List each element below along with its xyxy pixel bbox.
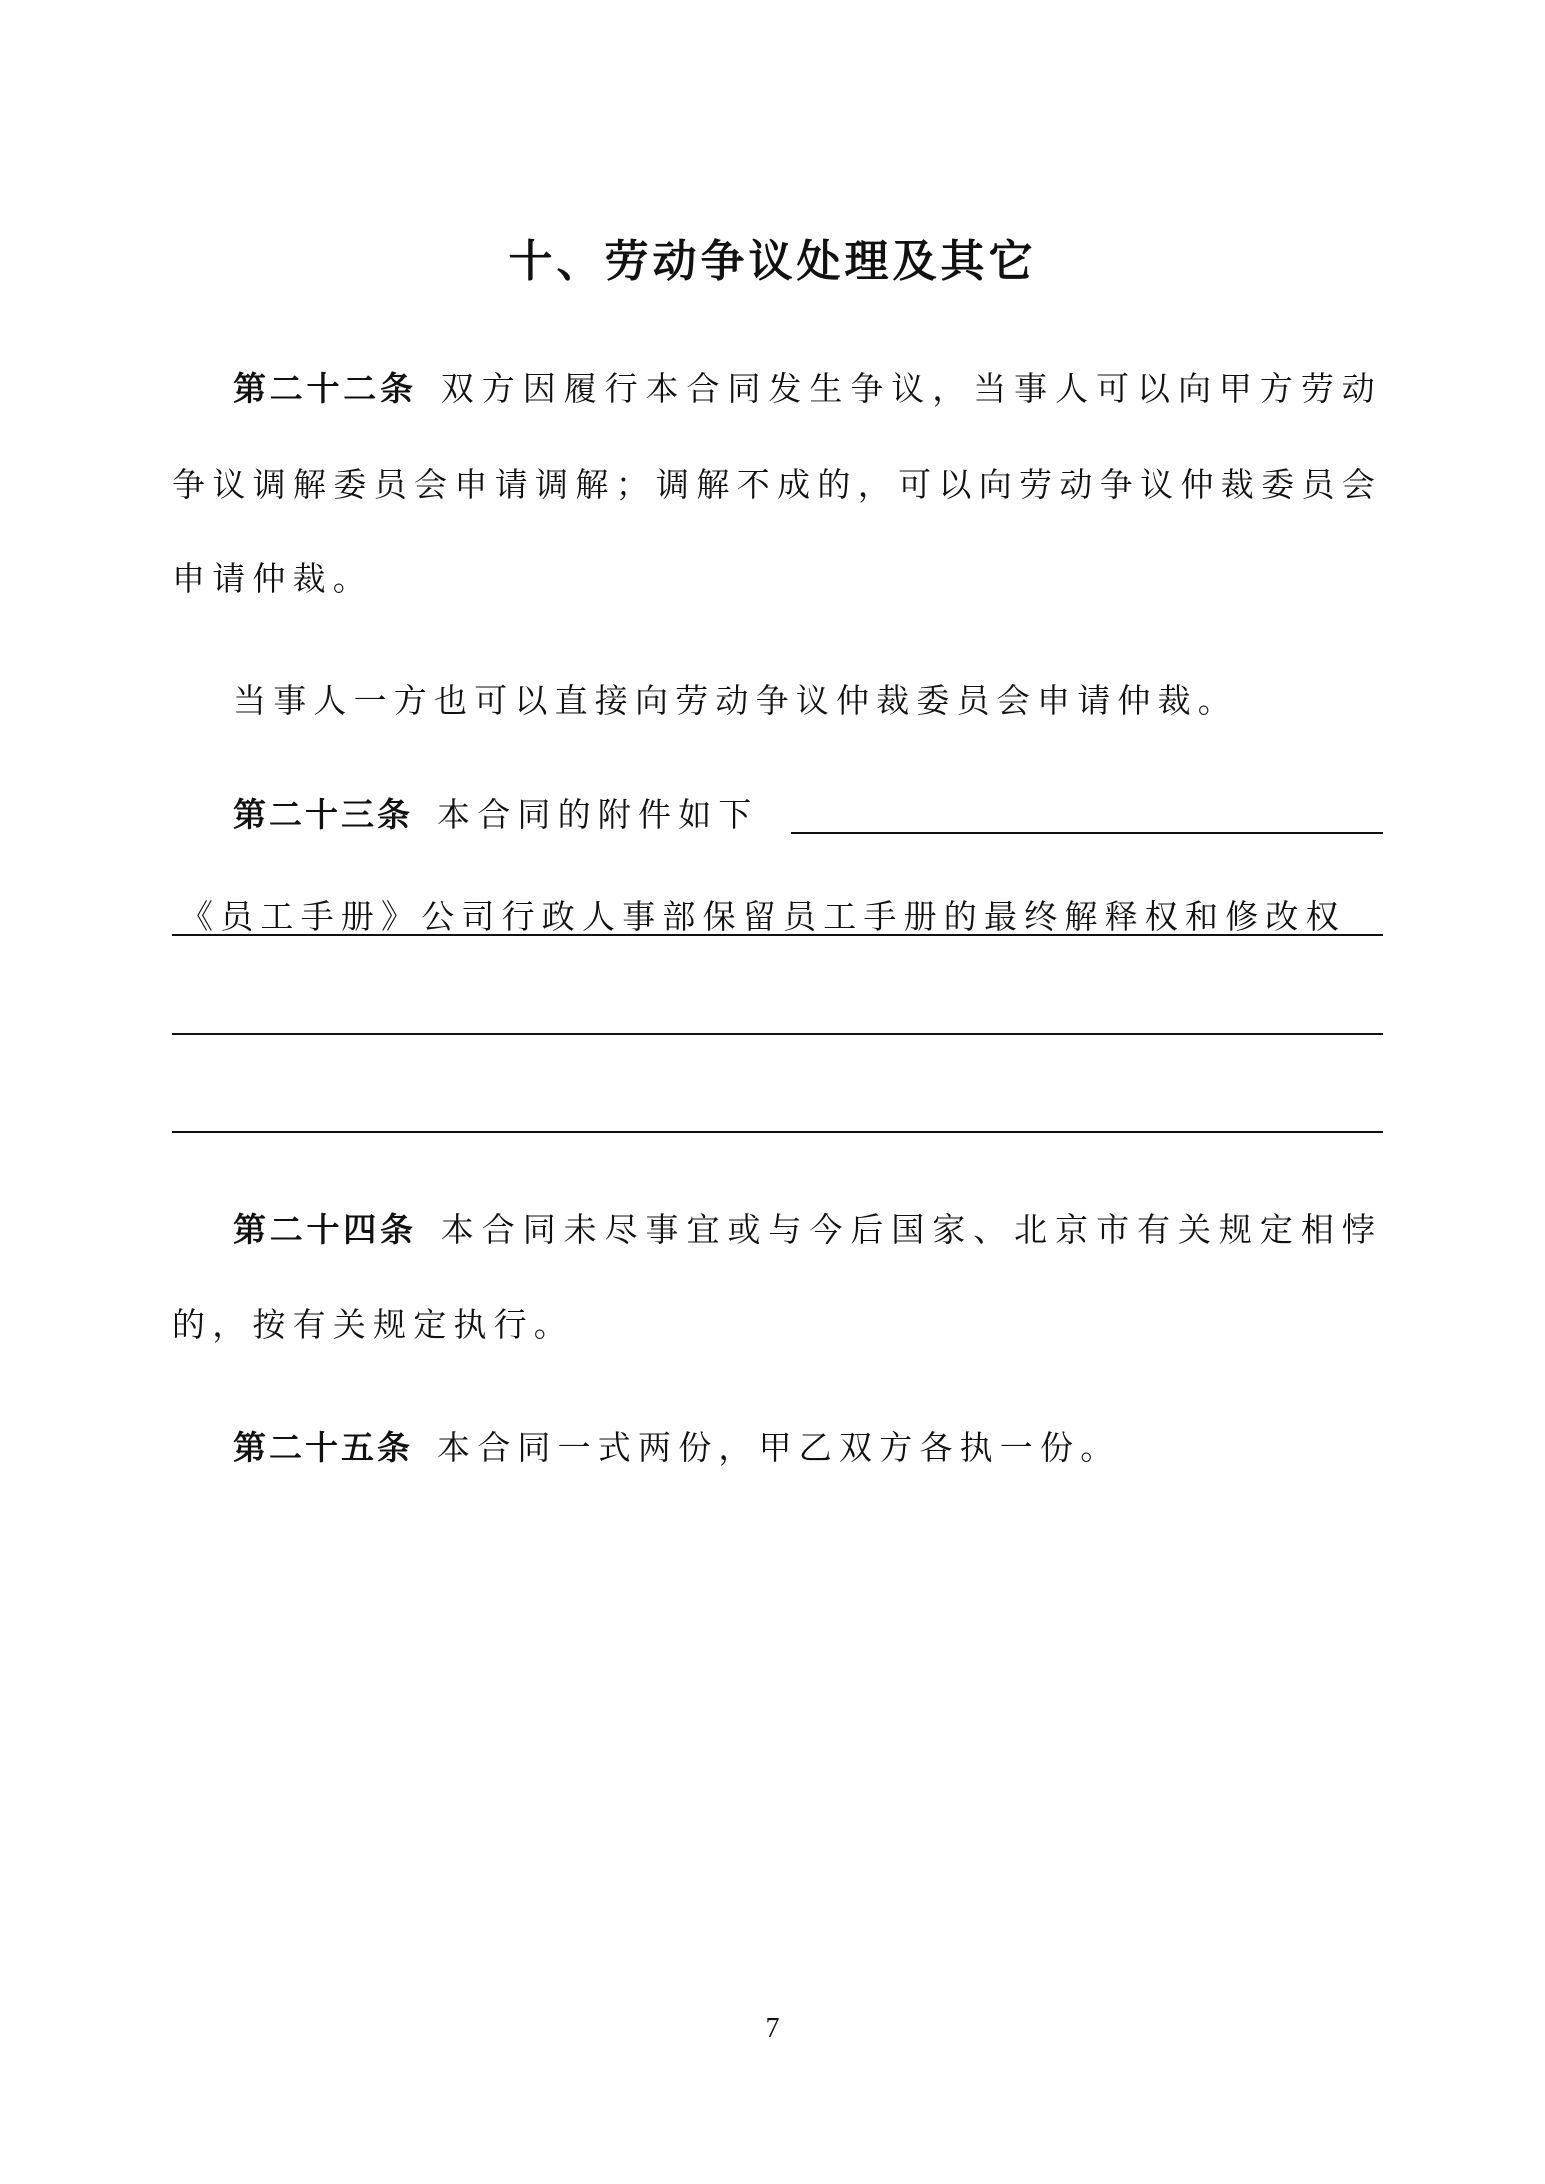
article-22-line-2: 争议调解委员会申请调解；调解不成的，可以向劳动争议仲裁委员会 <box>172 465 1382 504</box>
page-number: 7 <box>765 2013 780 2044</box>
article-22-paragraph-2: 当事人一方也可以直接向劳动争议仲裁委员会申请仲裁。 <box>233 681 1238 720</box>
article-23-blank-rule <box>791 832 1383 834</box>
article-24-label: 第二十四条 <box>233 1210 417 1249</box>
blank-rule-2 <box>172 1131 1383 1133</box>
blank-rule-1 <box>172 1033 1383 1035</box>
section-title: 十、劳动争议处理及其它 <box>508 236 1037 287</box>
article-22-line-3: 申请仲裁。 <box>172 559 373 598</box>
attachment-line: 《员工手册》公司行政人事部保留员工手册的最终解释权和修改权 <box>180 897 1346 936</box>
article-25-label: 第二十五条 <box>233 1428 413 1467</box>
article-23-text: 本合同的附件如下 <box>437 795 759 834</box>
article-22-text-1: 双方因履行本合同发生争议，当事人可以向甲方劳动 <box>440 369 1382 408</box>
article-25-text: 本合同一式两份，甲乙双方各执一份。 <box>437 1428 1121 1467</box>
attachment-underline <box>172 934 1383 936</box>
article-25-line <box>233 1423 1382 1473</box>
article-23-label: 第二十三条 <box>233 795 413 834</box>
article-24-line-1 <box>233 1205 1382 1255</box>
article-24-text-1: 本合同未尽事宜或与今后国家、北京市有关规定相悖 <box>440 1210 1382 1249</box>
article-22-label: 第二十二条 <box>233 369 417 408</box>
article-24-line-2: 的，按有关规定执行。 <box>172 1305 574 1344</box>
article-22-line-1 <box>233 364 1382 414</box>
